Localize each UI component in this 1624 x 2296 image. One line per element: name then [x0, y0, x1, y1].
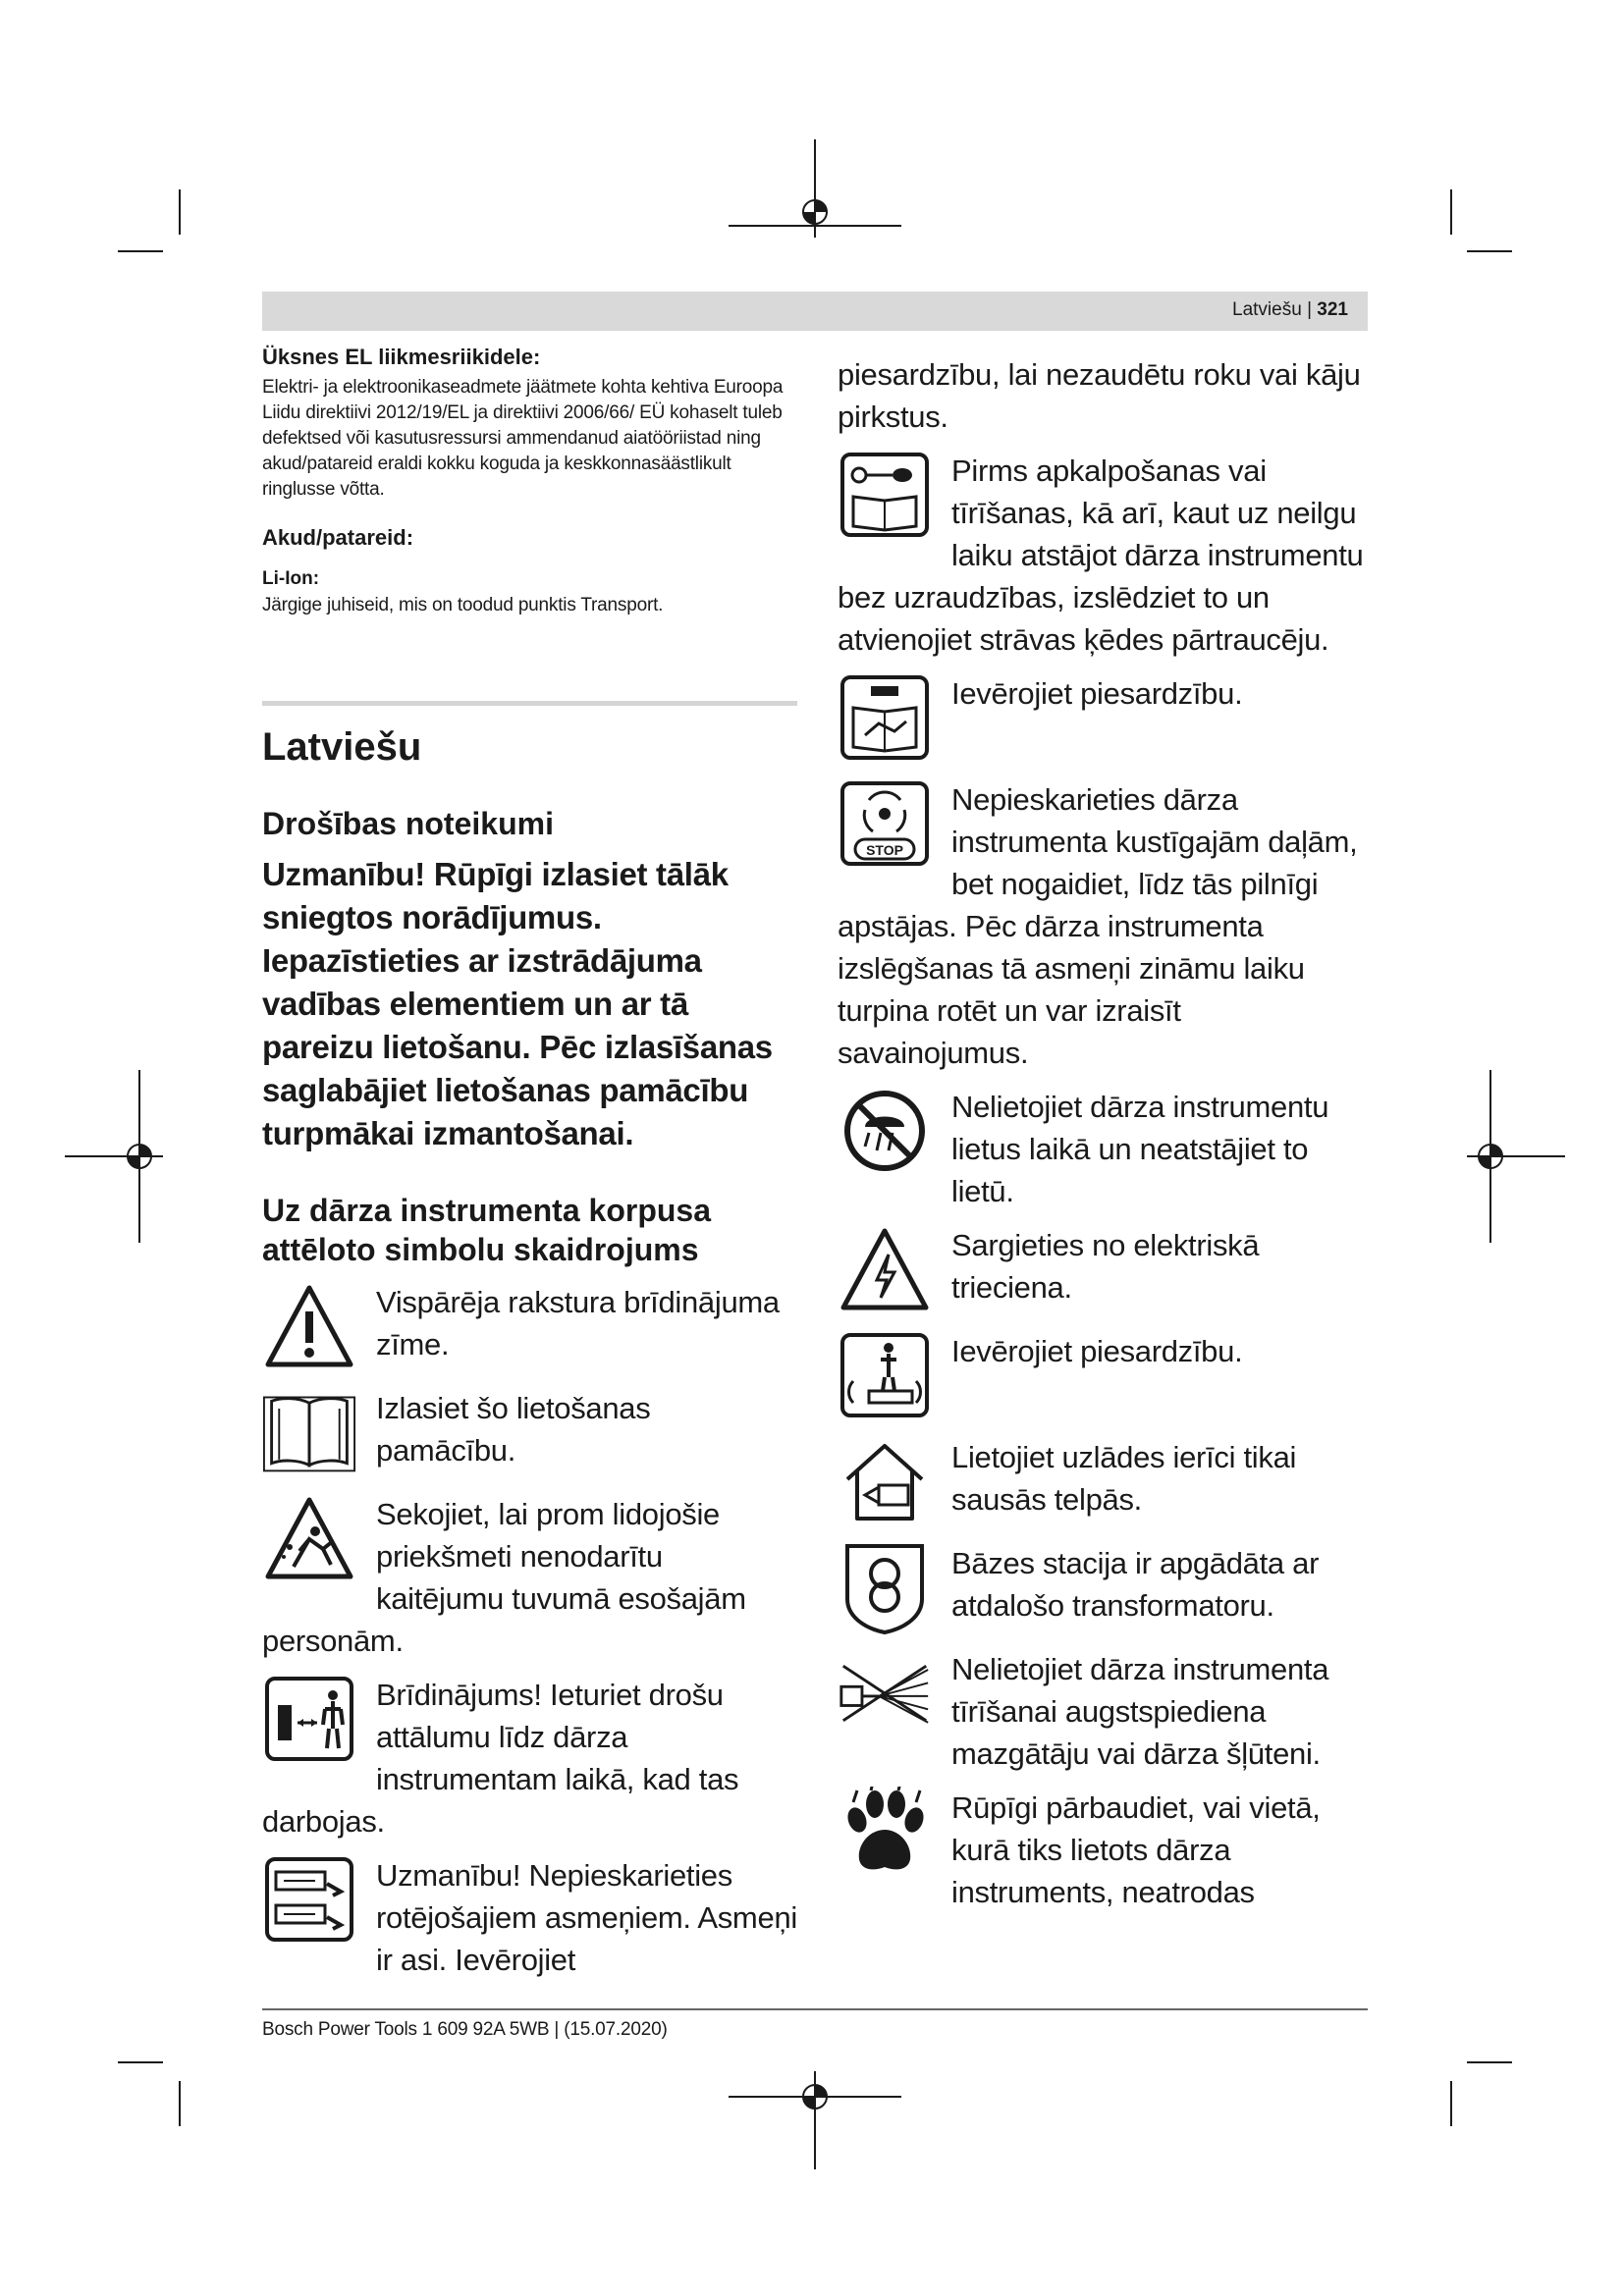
symbol-text: Ievērojiet piesardzību.	[951, 676, 1243, 711]
symbol-entry	[838, 450, 1373, 661]
isolating-transformer-icon	[838, 1542, 932, 1632]
no-rain-icon	[838, 1086, 932, 1176]
symbol-text: Vispārēja rakstura brīdinājuma zīme.	[376, 1285, 780, 1362]
symbol-entry	[838, 1224, 1373, 1318]
symbol-text: Sargieties no elektriskā trieciena.	[951, 1228, 1260, 1305]
header-label: Latviešu | 321	[1232, 299, 1348, 320]
flying-objects-warning-icon	[262, 1493, 356, 1583]
symbol-entry	[838, 1542, 1373, 1636]
symbol-entry	[838, 1787, 1373, 1913]
eu-text: Elektri- ja elektroonikaseadmete jäätmete kohta kehtiva Euroopa Liidu direktiivi 2012/19/EL ja direktiivi 2006/66/ EÜ kohaselt tuleb defektsed või kasutusressursi ammendanud aiatööriistad ning akud/patareid eraldi kokku koguda ja keskkonnasäästlikult ringlusse võtta.	[262, 377, 784, 500]
symbol-entry	[838, 1330, 1373, 1424]
symbol-text: Brīdinājums! Ieturiet drošu attālumu līdz dārza instrumentam laikā, kad tas darbojas.	[262, 1678, 739, 1839]
registration-mark-icon	[1467, 1070, 1565, 1243]
registration-mark-icon	[65, 1070, 163, 1243]
symbol-entry	[838, 1086, 1373, 1212]
crop-mark	[1450, 2081, 1452, 2126]
rotating-blades-icon	[262, 1854, 356, 1945]
safe-distance-icon	[262, 1674, 356, 1764]
crop-mark	[1467, 250, 1512, 252]
liion-text: Järgige juhiseid, mis on toodud punktis Transport.	[262, 595, 664, 615]
symbols-title: Uz dārza instrumenta korpusa attēloto simbolu skaidrojums	[262, 1193, 711, 1267]
crop-mark	[179, 189, 181, 235]
stop-moving-parts-icon	[838, 778, 932, 869]
symbol-entry	[262, 1281, 797, 1375]
symbol-text: Lietojiet uzlādes ierīci tikai sausās telpās.	[951, 1440, 1297, 1517]
symbol-entry	[262, 1387, 797, 1481]
footer-divider	[262, 2008, 1368, 2010]
crop-mark	[118, 2061, 163, 2063]
symbol-text: Rūpīgi pārbaudiet, vai vietā, kurā tiks lietots dārza instruments, neatrodas	[951, 1790, 1321, 1909]
symbol-text: Pirms apkalpošanas vai tīrīšanas, kā arī, kaut uz neilgu laiku atstājot dārza instrumentu bez uzraudzības, izslēdziet to un atvienojiet strāvas ķēdes pārtraucēju.	[838, 454, 1364, 657]
symbol-text: Nepieskarieties dārza instrumenta kustīgajām daļām, bet nogaidiet, līdz tās pilnīgi apstājas. Pēc dārza instrumenta izslēgšanas tā asmeņi zināmu laiku turpina rotēt un var izraisīt savainojumus.	[838, 782, 1358, 1070]
crop-mark	[179, 2081, 181, 2126]
symbol-entry	[838, 672, 1373, 767]
footer-text: Bosch Power Tools 1 609 92A 5WB | (15.07.2020)	[262, 2019, 668, 2040]
safety-lead: Uzmanību! Rūpīgi izlasiet tālāk sniegtos norādījumus. Iepazīstieties ar izstrādājuma vadības elementiem un ar tā pareizu lietošanu. Pēc izlasīšanas saglabājiet lietošanas pamācību turpmākai izmantošanai.	[262, 856, 773, 1151]
symbol-text: Nelietojiet dārza instrumenta tīrīšanai augstspiediena mazgātāju vai dārza šļūteni.	[951, 1652, 1329, 1771]
symbol-text: Bāzes stacija ir apgādāta ar atdalošo transformatoru.	[951, 1546, 1320, 1623]
right-column	[838, 353, 1373, 1913]
symbol-text: Ievērojiet piesardzību.	[951, 1334, 1243, 1368]
language-title: Latviešu	[262, 725, 422, 769]
liion-heading: Li-Ion:	[262, 568, 320, 589]
registration-mark-icon	[729, 2071, 901, 2169]
crop-mark	[1467, 2061, 1512, 2063]
symbol-text: Izlasiet šo lietošanas pamācību.	[376, 1391, 651, 1468]
continued-text: piesardzību, lai nezaudētu roku vai kāju pirkstus.	[838, 357, 1361, 434]
battery-heading: Akud/patareid:	[262, 525, 414, 550]
manual-caution-icon	[838, 672, 932, 763]
no-pressure-washer-icon	[838, 1648, 932, 1738]
left-column	[262, 344, 797, 1981]
symbol-text: Sekojiet, lai prom lidojošie priekšmeti nenodarītu kaitējumu tuvumā esošajām personām.	[262, 1497, 746, 1658]
indoor-charger-icon	[838, 1436, 932, 1526]
eu-heading: Üksnes EL liikmesriikidele:	[262, 345, 541, 369]
disconnect-key-manual-icon	[838, 450, 932, 540]
svg-text:STOP: STOP	[866, 842, 903, 858]
symbol-text: Nelietojiet dārza instrumentu lietus laikā un neatstājiet to lietū.	[951, 1090, 1329, 1208]
section-divider	[262, 701, 797, 706]
symbol-entry	[262, 1854, 797, 1981]
symbol-entry	[838, 778, 1373, 1074]
registration-mark-icon	[729, 139, 901, 238]
robot-mower-caution-icon	[838, 1330, 932, 1420]
crop-mark	[1450, 189, 1452, 235]
symbol-entry	[262, 1493, 797, 1662]
page-number: 321	[1317, 299, 1348, 320]
header-section: Latviešu	[1232, 299, 1302, 320]
animal-paw-icon	[838, 1787, 932, 1877]
safety-title: Drošības noteikumi	[262, 806, 554, 841]
read-manual-book-icon	[262, 1387, 356, 1477]
electric-shock-icon	[838, 1224, 932, 1314]
crop-mark	[118, 250, 163, 252]
page-header	[262, 292, 1368, 331]
symbol-text: Uzmanību! Nepieskarieties rotējošajiem asmeņiem. Asmeņi ir asi. Ievērojiet	[376, 1858, 797, 1977]
symbol-entry	[838, 1436, 1373, 1530]
symbol-entry	[262, 1674, 797, 1842]
symbol-entry	[838, 1648, 1373, 1775]
warning-triangle-icon	[262, 1281, 356, 1371]
